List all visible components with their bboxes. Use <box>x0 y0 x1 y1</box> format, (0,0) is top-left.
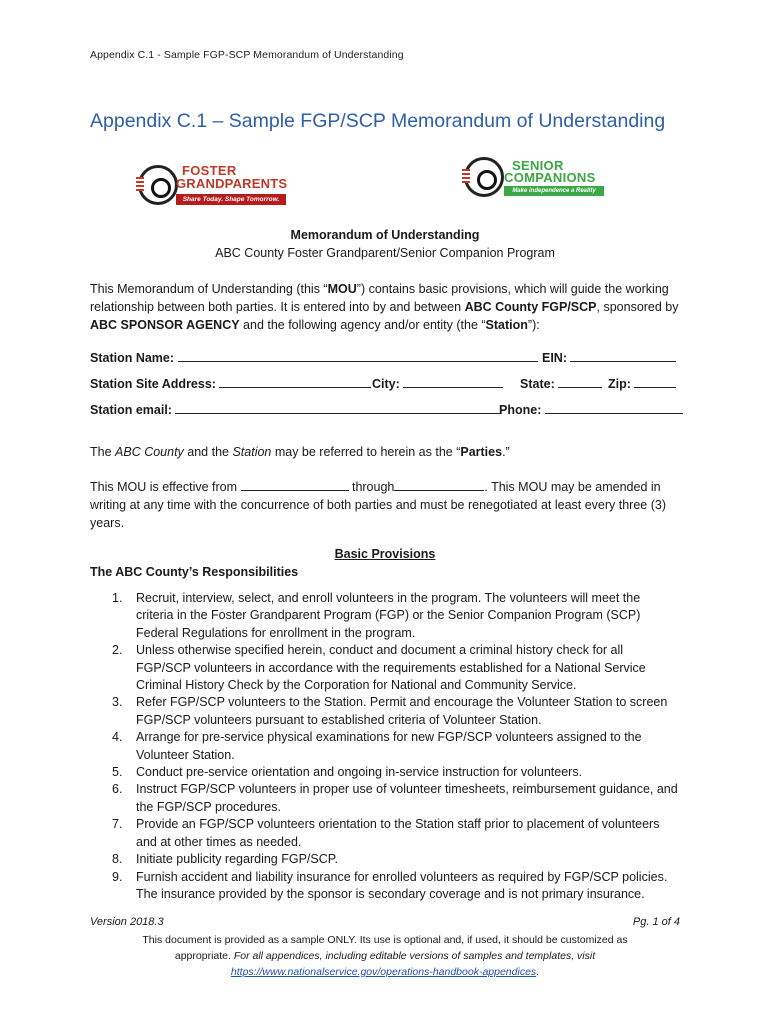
parties-text: .” <box>502 445 510 459</box>
parties-text: The <box>90 445 116 459</box>
responsibility-item <box>90 781 680 816</box>
station-name-row <box>90 349 680 367</box>
flag-icon <box>462 169 470 183</box>
effective-from-field[interactable] <box>241 478 349 491</box>
footer-note-line1: This document is provided as a sample ONLY. Its use is optional and, if used, it should be customized as <box>142 934 628 946</box>
senior-corps-seal-icon <box>138 165 178 205</box>
footer-link-period: . <box>536 966 540 978</box>
parties-word: Parties <box>460 445 503 459</box>
effective-text: This MOU is effective from <box>90 480 241 494</box>
fgp-logo-line2: GRANDPARENTS <box>176 176 288 191</box>
intro-program: ABC County FGP/SCP <box>464 300 597 314</box>
state-label: State: <box>520 377 555 391</box>
intro-text: This Memorandum of Understanding (this “ <box>90 282 328 296</box>
email-field[interactable] <box>175 401 501 414</box>
county-responsibilities-heading: The ABC County’s Responsibilities <box>90 565 299 579</box>
page-title: Appendix C.1 – Sample FGP/SCP Memorandum of Understanding <box>90 110 666 132</box>
foster-grandparents-logo <box>138 163 288 213</box>
responsibility-number: 1. <box>112 591 123 605</box>
responsibility-text: Unless otherwise specified herein, conduct and document a criminal history check for all FGP/SCP volunteers in accordance with the requirements established for a National Service Criminal History Check by the Corporation for National and Community Service. <box>136 643 646 693</box>
intro-mou: MOU <box>327 282 357 296</box>
intro-text: and the following agency and/or entity (the “ <box>239 318 486 332</box>
memo-subheading: ABC County Foster Grandparent/Senior Companion Program <box>215 246 555 260</box>
running-header: Appendix C.1 - Sample FGP-SCP Memorandum of Understanding <box>90 49 404 61</box>
sc-logo-line1: SENIOR <box>512 158 564 173</box>
zip-field[interactable] <box>634 375 676 388</box>
responsibility-number: 9. <box>112 869 123 884</box>
responsibility-item <box>90 642 680 694</box>
responsibility-item <box>90 816 680 851</box>
email-label: Station email: <box>90 403 172 417</box>
city-label: City: <box>372 377 400 391</box>
phone-field[interactable] <box>545 401 683 414</box>
responsibility-text: Refer FGP/SCP volunteers to the Station. Permit and encourage the Volunteer Station to screen FGP/SCP volunteers pursuant to established criteria of Volunteer Station. <box>136 695 668 727</box>
ein-label: EIN: <box>542 351 567 365</box>
responsibility-number: 4. <box>112 730 123 745</box>
footer-note-text: appropriate. <box>174 950 234 962</box>
version-label: Version 2018.3 <box>90 916 164 928</box>
zip-label: Zip: <box>608 377 631 391</box>
flag-icon <box>136 177 144 191</box>
responsibility-text: Arrange for pre-service physical examinations for new FGP/SCP volunteers assigned to the Volunteer Station. <box>136 730 642 762</box>
responsibilities-list <box>90 590 680 903</box>
intro-text: ”) contains basic provisions, which will guide the working relationship between both parties. It is entered into by and between <box>90 282 669 314</box>
footer-link-line <box>0 964 770 980</box>
intro-text: , sponsored by <box>596 300 679 314</box>
responsibility-number: 2. <box>112 643 123 658</box>
responsibility-item <box>90 851 680 868</box>
phone-label: Phone: <box>499 403 542 417</box>
site-address-field[interactable] <box>219 375 371 388</box>
parties-text: may be referred to herein as the “ <box>271 445 461 459</box>
responsibility-text: Initiate publicity regarding FGP/SCP. <box>136 852 338 867</box>
station-name-label: Station Name: <box>90 351 175 365</box>
parties-station: Station <box>232 445 272 459</box>
city-field[interactable] <box>403 375 503 388</box>
intro-sponsor: ABC SPONSOR AGENCY <box>90 318 240 332</box>
responsibility-item <box>90 590 680 642</box>
sc-logo-line2: COMPANIONS <box>504 170 596 185</box>
intro-text: ”): <box>527 318 540 332</box>
memo-heading: Memorandum of Understanding <box>290 228 480 242</box>
effective-through-field[interactable] <box>394 478 484 491</box>
fgp-logo-line1: FOSTER <box>182 163 237 178</box>
responsibility-number: 7. <box>112 817 123 832</box>
parties-text: and the <box>183 445 233 459</box>
responsibility-number: 3. <box>112 695 123 710</box>
ein-field[interactable] <box>570 349 676 362</box>
footer-note-line2 <box>0 948 770 964</box>
responsibility-text: Furnish accident and liability insurance for enrolled volunteers as required by FGP/SCP policies. The insurance provided by the sponsor is secondary coverage and is not primary insurance. <box>136 869 668 901</box>
responsibility-text: Conduct pre-service orientation and ongoing in-service instruction for volunteers. <box>136 765 583 780</box>
intro-paragraph <box>90 280 680 334</box>
senior-corps-seal-icon <box>464 157 504 197</box>
effective-text: through <box>348 480 395 494</box>
senior-companions-logo <box>464 155 614 200</box>
responsibility-item <box>90 764 680 781</box>
responsibility-text: Provide an FGP/SCP volunteers orientation to the Station staff prior to placement of volunteers and at other times as needed. <box>136 817 660 849</box>
responsibility-text: Recruit, interview, select, and enroll volunteers in the program. The volunteers will meet the criteria in the Foster Grandparent Program (FGP) or the Senior Companion Program (SCP) Federal Regulations for enrollment in the program. <box>136 591 641 640</box>
responsibility-number: 5. <box>112 765 123 780</box>
page-number: Pg. 1 of 4 <box>632 916 680 928</box>
state-field[interactable] <box>558 375 602 388</box>
responsibility-item <box>90 694 680 729</box>
appendices-link[interactable]: https://www.nationalservice.gov/operations-handbook-appendices <box>230 966 537 978</box>
site-address-label: Station Site Address: <box>90 377 216 391</box>
address-row <box>90 375 680 393</box>
effective-text: . This MOU may be amended in writing at any time with the concurrence of both parties and must be renegotiated at least every three (3) years. <box>90 480 667 530</box>
email-row <box>90 401 680 419</box>
sc-logo-tagline: Make independence a Reality <box>504 186 604 196</box>
responsibility-item <box>90 729 680 764</box>
responsibility-number: 6. <box>112 782 123 797</box>
basic-provisions-heading: Basic Provisions <box>334 547 436 561</box>
responsibility-text: Instruct FGP/SCP volunteers in proper use of volunteer timesheets, reimbursement guidance, and the FGP/SCP procedures. <box>136 782 678 814</box>
parties-county: ABC County <box>115 445 184 459</box>
footer-note-italic: For all appendices, including editable versions of samples and templates, visit <box>233 950 596 962</box>
station-name-field[interactable] <box>178 349 538 362</box>
responsibility-item <box>90 869 680 904</box>
intro-station: Station <box>485 318 528 332</box>
effective-paragraph <box>90 478 680 532</box>
parties-paragraph <box>90 443 680 461</box>
fgp-logo-tagline: Share Today. Shape Tomorrow. <box>176 194 286 205</box>
responsibility-number: 8. <box>112 852 123 867</box>
